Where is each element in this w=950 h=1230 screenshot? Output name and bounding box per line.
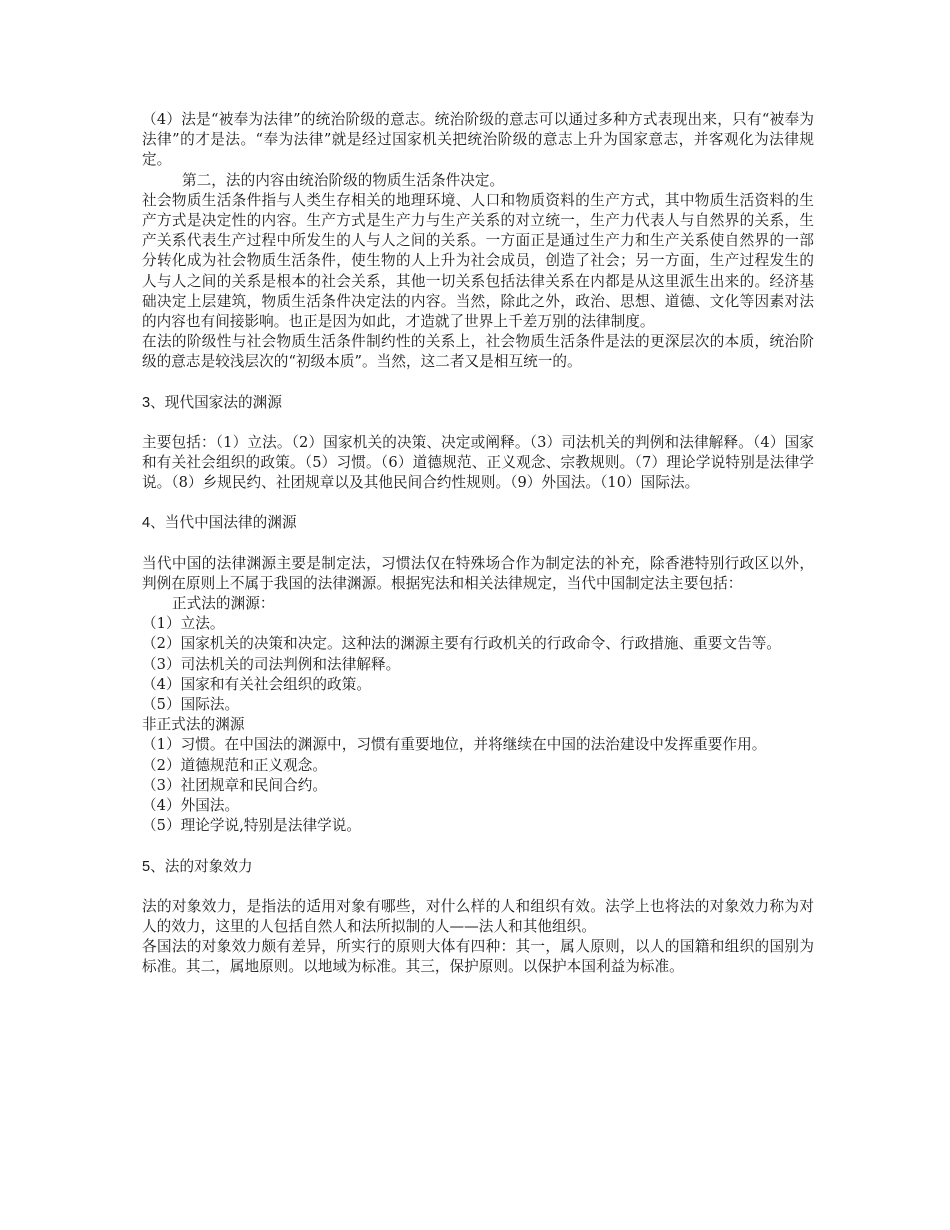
list-item: （4）外国法。 [142, 797, 240, 815]
section-heading-china-sources: 4、当代中国法律的渊源 [142, 515, 297, 532]
spacer [142, 373, 814, 393]
paragraph-china-sources-intro: 当代中国的法律渊源主要是制定法，习惯法仅在特殊场合作为制定法的补充，除香港特别行政区以外，判例在原则上不属于我国的法律渊源。根据宪法和相关法律规定，当代中国制定法主要包括： [142, 554, 814, 592]
spacer [142, 413, 814, 433]
list-item: （2）道德规范和正义观念。 [142, 756, 328, 774]
paragraph-will-as-law: （4）法是“被奉为法律”的统治阶级的意志。统治阶级的意志可以通过多种方式表现出来，只有“被奉为法律”的才是法。“奉为法律”就是经过国家机关把统治阶级的意志上升为国家意志，并客观化为法律规定。 [142, 111, 814, 169]
spacer [142, 837, 814, 857]
paragraph-second-point: 第二，法的内容由统治阶级的物质生活条件决定。 [182, 171, 505, 189]
list-item: （1）立法。 [142, 615, 225, 633]
spacer [142, 493, 814, 513]
paragraph-modern-sources: 主要包括：（1）立法。（2）国家机关的决策、决定或阐释。（3）司法机关的判例和法律解释。（4）国家和有关社会组织的政策。（5）习惯。（6）道德规范、正义观念、宗教规则。（7）理论学说特别是法律学说。（8）乡规民约、社团规章以及其他民间合约性规则。（9）外国法。（10）国际法。 [142, 433, 814, 492]
paragraph-material-conditions: 社会物质生活条件指与人类生存相关的地理环境、人口和物质资料的生产方式，其中物质生活资料的生产方式是决定性的内容。生产方式是生产力与生产关系的对立统一，生产力代表人与自然界的关系，生产关系代表生产过程中所发生的人与人之间的关系。一方面正是通过生产力和生产关系使自然界的一部分转化成为社会物质生活条件，使生物的人上升为社会成员，创造了社会；另一方面，生产过程发生的人与人之间的关系是根本的社会关系，其他一切关系包括法律关系在内都是从这里派生出来的。经济基础决定上层建筑，物质生活条件决定法的内容。当然，除此之外，政治、思想、道德、文化等因素对法的内容也有间接影响。也正是因为如此，才造就了世界上千差万别的法律制度。 [142, 191, 814, 331]
formal-sources-title: 正式法的渊源： [172, 595, 275, 613]
section-heading-object-effect: 5、法的对象效力 [142, 858, 253, 875]
list-item: （3）社团规章和民间合约。 [142, 776, 328, 794]
list-item: （5）国际法。 [142, 696, 240, 714]
document-page [142, 110, 814, 978]
list-item: （3）司法机关的司法判例和法律解释。 [142, 655, 401, 673]
list-item: （4）国家和有关社会组织的政策。 [142, 675, 371, 693]
list-item: （1）习惯。在中国法的渊源中，习惯有重要地位，并将继续在中国的法治建设中发挥重要作用。 [142, 736, 767, 754]
list-item: （5）理论学说,特别是法律学说。 [142, 817, 362, 835]
paragraph-object-effect-definition: 法的对象效力，是指法的适用对象有哪些，对什么样的人和组织有效。法学上也将法的对象效力称为对人的效力，这里的人包括自然人和法所拟制的人——法人和其他组织。 [142, 897, 814, 935]
list-item: （2）国家机关的决策和决定。这种法的渊源主要有行政机关的行政命令、行政措施、重要文告等。 [142, 635, 782, 653]
section-heading-modern-sources: 3、现代国家法的渊源 [142, 394, 282, 411]
paragraph-class-relationship: 在法的阶级性与社会物质生活条件制约性的关系上，社会物质生活条件是法的更深层次的本质，统治阶级的意志是较浅层次的“初级本质”。当然，这二者又是相互统一的。 [142, 333, 814, 371]
spacer [142, 534, 814, 554]
informal-sources-title: 非正式法的渊源 [142, 716, 245, 734]
spacer [142, 877, 814, 897]
paragraph-object-effect-principles: 各国法的对象效力颇有差异，所实行的原则大体有四种：其一，属人原则，以人的国籍和组织的国别为标准。其二，属地原则。以地域为标准。其三，保护原则。以保护本国利益为标准。 [142, 938, 814, 976]
